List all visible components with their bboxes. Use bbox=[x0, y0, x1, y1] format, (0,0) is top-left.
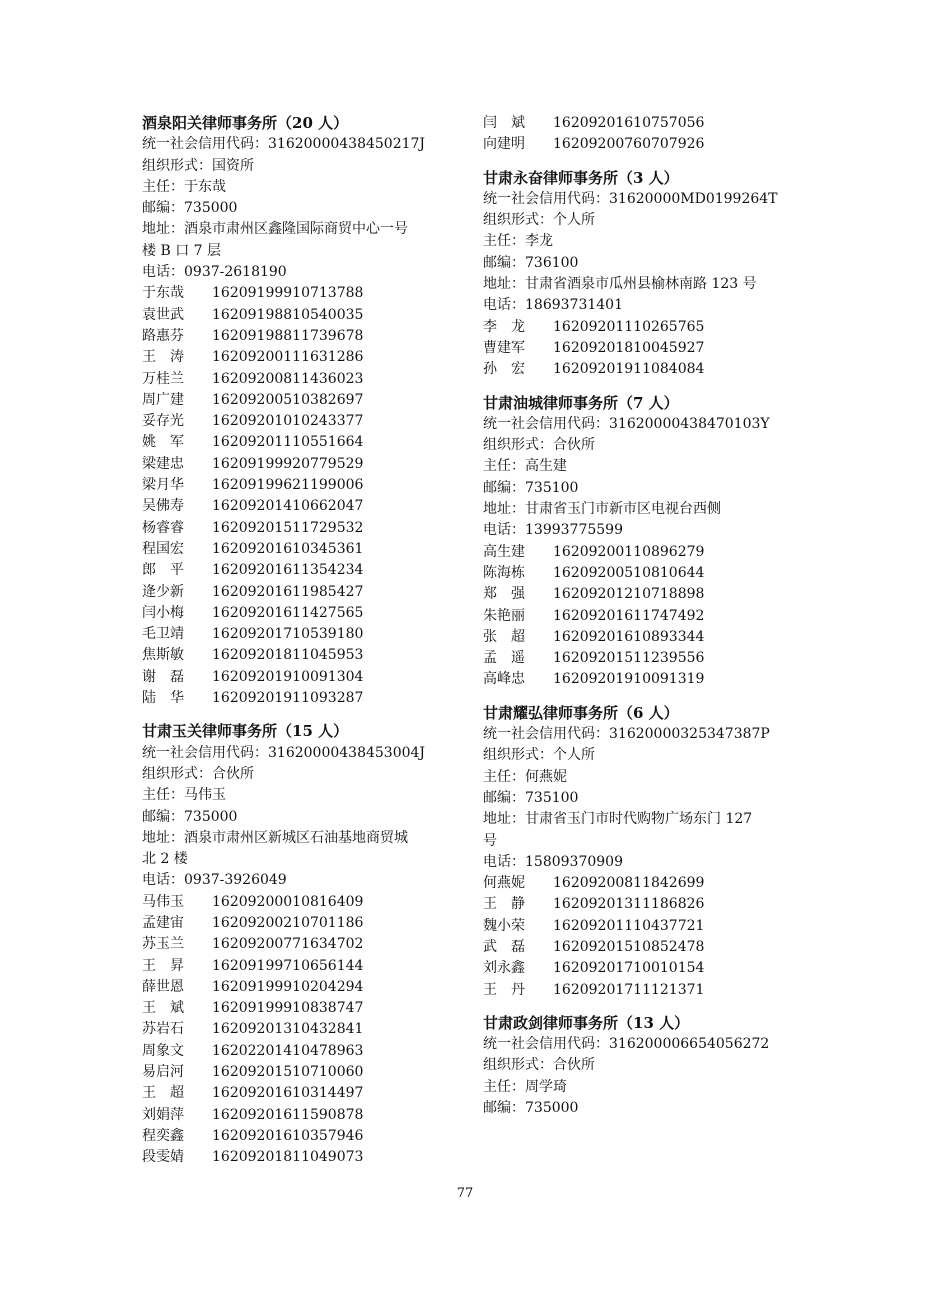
credit-code: 统一社会信用代码：31620000325347387P bbox=[483, 726, 770, 743]
member-row bbox=[142, 667, 472, 688]
member-license-number: 16209201910091319 bbox=[553, 671, 705, 688]
member-license-number: 16209201510852478 bbox=[553, 938, 705, 955]
member-license-number: 16209201810045927 bbox=[553, 339, 705, 356]
director: 主任：何燕妮 bbox=[483, 768, 567, 785]
member-name: 武 磊 bbox=[483, 938, 525, 955]
member-license-number: 16209198811739678 bbox=[212, 327, 364, 344]
address-line: 地址：甘肃省玉门市新市区电视台西侧 bbox=[483, 501, 721, 518]
member-row bbox=[142, 475, 472, 496]
director: 主任：高生建 bbox=[483, 458, 567, 475]
member-row bbox=[483, 606, 813, 627]
member-row bbox=[142, 1041, 472, 1062]
phone: 电话：0937-2618190 bbox=[142, 264, 287, 281]
member-name: 程国宏 bbox=[142, 540, 184, 557]
member-license-number: 16209200760707926 bbox=[553, 136, 705, 153]
member-license-number: 16209201611747492 bbox=[553, 607, 705, 624]
member-row bbox=[142, 347, 472, 368]
member-name: 于东哉 bbox=[142, 285, 184, 302]
member-license-number: 16209201110265765 bbox=[553, 318, 705, 335]
member-name: 路惠芬 bbox=[142, 327, 184, 344]
firm-block bbox=[483, 168, 813, 381]
member-name: 段雯婧 bbox=[142, 1149, 184, 1166]
member-license-number: 16209201911084084 bbox=[553, 361, 705, 378]
member-row bbox=[142, 603, 472, 624]
postcode: 邮编：735100 bbox=[483, 789, 579, 806]
member-license-number: 16209201711121371 bbox=[553, 981, 705, 998]
member-license-number: 16209201311186826 bbox=[553, 896, 705, 913]
member-name: 高峰忠 bbox=[483, 671, 525, 688]
section-gap bbox=[483, 691, 813, 703]
member-name: 郎 平 bbox=[142, 562, 184, 579]
member-row bbox=[142, 1147, 472, 1168]
left-column bbox=[142, 113, 472, 1169]
address-line: 地址：甘肃省玉门市时代购物广场东门 127 bbox=[483, 811, 753, 828]
firm-title: 酒泉阳关律师事务所（20 人） bbox=[142, 114, 349, 132]
member-name: 王 涛 bbox=[142, 349, 184, 366]
section-gap bbox=[483, 381, 813, 393]
member-row bbox=[483, 916, 813, 937]
credit-code: 统一社会信用代码：31620000438470103Y bbox=[483, 415, 770, 432]
right-column bbox=[483, 113, 813, 1119]
member-row bbox=[142, 913, 472, 934]
member-name: 孟建宙 bbox=[142, 914, 184, 931]
member-name: 何燕妮 bbox=[483, 875, 525, 892]
member-license-number: 16209201610314497 bbox=[212, 1085, 364, 1102]
member-name: 万桂兰 bbox=[142, 370, 184, 387]
member-license-number: 16209200510810644 bbox=[553, 564, 705, 581]
member-row bbox=[142, 539, 472, 560]
member-name: 苏岩石 bbox=[142, 1021, 184, 1038]
member-row bbox=[142, 560, 472, 581]
member-license-number: 16209201611354234 bbox=[212, 562, 364, 579]
member-license-number: 16209199910713788 bbox=[212, 285, 364, 302]
member-name: 王 超 bbox=[142, 1085, 184, 1102]
member-license-number: 16209201611590878 bbox=[212, 1106, 364, 1123]
member-license-number: 16209201911093287 bbox=[212, 690, 364, 707]
member-row bbox=[142, 283, 472, 304]
member-license-number: 16209201710539180 bbox=[212, 626, 364, 643]
member-name: 李 龙 bbox=[483, 318, 525, 335]
postcode: 邮编：736100 bbox=[483, 254, 579, 271]
member-name: 易启河 bbox=[142, 1064, 184, 1081]
member-name: 谢 磊 bbox=[142, 668, 184, 685]
address-line: 楼 B 口 7 层 bbox=[142, 242, 221, 259]
member-license-number: 16209201611985427 bbox=[212, 583, 364, 600]
credit-code: 统一社会信用代码：316200006654056272 bbox=[483, 1036, 770, 1053]
postcode: 邮编：735100 bbox=[483, 479, 579, 496]
member-name: 孙 宏 bbox=[483, 361, 525, 378]
member-name: 梁月华 bbox=[142, 477, 184, 494]
member-license-number: 16209201811049073 bbox=[212, 1149, 364, 1166]
section-gap bbox=[142, 709, 472, 721]
firm-title: 甘肃永奋律师事务所（3 人） bbox=[483, 168, 679, 187]
member-row bbox=[483, 584, 813, 605]
member-license-number: 16209199710656144 bbox=[212, 957, 364, 974]
member-row bbox=[483, 627, 813, 648]
member-name: 闫小梅 bbox=[142, 604, 184, 621]
member-row bbox=[483, 980, 813, 1001]
org-form: 组织形式：合伙所 bbox=[483, 1057, 595, 1074]
member-license-number: 16209199920779529 bbox=[212, 455, 364, 472]
member-row bbox=[142, 1126, 472, 1147]
member-license-number: 16209201610357946 bbox=[212, 1127, 364, 1144]
member-row bbox=[483, 113, 813, 134]
member-license-number: 16209200110896279 bbox=[553, 543, 705, 560]
org-form: 组织形式：国资所 bbox=[142, 157, 254, 174]
member-name: 魏小荣 bbox=[483, 917, 525, 934]
member-row bbox=[142, 454, 472, 475]
member-row bbox=[142, 977, 472, 998]
member-license-number: 16209200771634702 bbox=[212, 936, 364, 953]
member-name: 毛卫靖 bbox=[142, 626, 184, 643]
section-gap bbox=[483, 156, 813, 168]
member-license-number: 16209201510710060 bbox=[212, 1064, 364, 1081]
member-license-number: 16209201511729532 bbox=[212, 519, 364, 536]
member-name: 高生建 bbox=[483, 543, 525, 560]
member-row bbox=[142, 432, 472, 453]
member-row bbox=[142, 582, 472, 603]
postcode: 邮编：735000 bbox=[142, 200, 238, 217]
member-name: 苏玉兰 bbox=[142, 936, 184, 953]
member-license-number: 16209201511239556 bbox=[553, 650, 705, 667]
member-name: 向建明 bbox=[483, 136, 525, 153]
member-license-number: 16209201611427565 bbox=[212, 604, 364, 621]
member-name: 张 超 bbox=[483, 628, 525, 645]
member-license-number: 16209200111631286 bbox=[212, 349, 364, 366]
firm-block bbox=[142, 721, 472, 1168]
phone: 电话：15809370909 bbox=[483, 853, 623, 870]
member-name: 周象文 bbox=[142, 1042, 184, 1059]
member-row bbox=[483, 669, 813, 690]
credit-code: 统一社会信用代码：31620000438453004J bbox=[142, 744, 426, 761]
member-name: 吴佛寿 bbox=[142, 498, 184, 515]
member-name: 姚 军 bbox=[142, 434, 184, 451]
page-number: 77 bbox=[456, 1186, 474, 1201]
member-license-number: 16209201710010154 bbox=[553, 960, 705, 977]
member-name: 梁建忠 bbox=[142, 455, 184, 472]
member-row bbox=[483, 542, 813, 563]
org-form: 组织形式：个人所 bbox=[483, 747, 595, 764]
member-row bbox=[142, 326, 472, 347]
member-row bbox=[483, 937, 813, 958]
firm-block bbox=[483, 703, 813, 1001]
member-row bbox=[142, 369, 472, 390]
firm-block bbox=[483, 113, 813, 156]
firm-title: 甘肃政剑律师事务所（13 人） bbox=[483, 1013, 690, 1032]
address-line: 地址：甘肃省酒泉市瓜州县榆林南路 123 号 bbox=[483, 276, 757, 293]
firm-block bbox=[483, 393, 813, 691]
firm-block bbox=[142, 113, 472, 709]
member-row bbox=[142, 1083, 472, 1104]
member-license-number: 16202201410478963 bbox=[212, 1042, 364, 1059]
phone: 电话：13993775599 bbox=[483, 522, 623, 539]
member-row bbox=[483, 563, 813, 584]
member-name: 王 斌 bbox=[142, 1000, 184, 1017]
member-name: 陆 华 bbox=[142, 690, 184, 707]
member-license-number: 16209198810540035 bbox=[212, 306, 364, 323]
org-form: 组织形式：个人所 bbox=[483, 212, 595, 229]
member-name: 马伟玉 bbox=[142, 893, 184, 910]
member-name: 郑 强 bbox=[483, 586, 525, 603]
member-row bbox=[142, 688, 472, 709]
member-license-number: 16209200811436023 bbox=[212, 370, 364, 387]
phone: 电话：18693731401 bbox=[483, 297, 623, 314]
member-row bbox=[142, 1019, 472, 1040]
member-license-number: 16209199910204294 bbox=[212, 978, 364, 995]
org-form: 组织形式：合伙所 bbox=[483, 437, 595, 454]
member-name: 朱艳丽 bbox=[483, 607, 525, 624]
member-license-number: 16209201610757056 bbox=[553, 115, 705, 131]
member-row bbox=[142, 411, 472, 432]
member-row bbox=[142, 956, 472, 977]
member-row bbox=[142, 496, 472, 517]
member-row bbox=[142, 1062, 472, 1083]
member-license-number: 16209201110551664 bbox=[212, 434, 364, 451]
member-row bbox=[483, 134, 813, 155]
member-name: 陈海栋 bbox=[483, 564, 525, 581]
firm-block bbox=[483, 1013, 813, 1119]
member-name: 孟 遥 bbox=[483, 650, 525, 667]
firm-title: 甘肃耀弘律师事务所（6 人） bbox=[483, 703, 679, 722]
member-row bbox=[483, 338, 813, 359]
member-license-number: 16209200811842699 bbox=[553, 875, 705, 892]
member-name: 逄少新 bbox=[142, 583, 184, 600]
member-row bbox=[142, 518, 472, 539]
member-name: 妥存光 bbox=[142, 413, 184, 430]
member-row bbox=[483, 894, 813, 915]
member-row bbox=[142, 934, 472, 955]
member-license-number: 16209199621199006 bbox=[212, 477, 364, 494]
member-row bbox=[142, 645, 472, 666]
section-gap bbox=[483, 1001, 813, 1013]
member-row bbox=[142, 390, 472, 411]
address-line: 号 bbox=[483, 832, 497, 849]
member-name: 刘永鑫 bbox=[483, 960, 525, 977]
member-license-number: 16209200210701186 bbox=[212, 914, 364, 931]
member-license-number: 16209200510382697 bbox=[212, 391, 364, 408]
member-name: 刘娟萍 bbox=[142, 1106, 184, 1123]
member-license-number: 16209201310432841 bbox=[212, 1021, 364, 1038]
member-license-number: 16209201610893344 bbox=[553, 628, 705, 645]
phone: 电话：0937-3926049 bbox=[142, 872, 287, 889]
director: 主任：周学琦 bbox=[483, 1078, 567, 1095]
member-name: 王 昇 bbox=[142, 957, 184, 974]
credit-code: 统一社会信用代码：31620000MD0199264T bbox=[483, 190, 778, 207]
postcode: 邮编：735000 bbox=[142, 808, 238, 825]
member-name: 程奕鑫 bbox=[142, 1127, 184, 1144]
member-name: 王 静 bbox=[483, 896, 525, 913]
member-row bbox=[483, 873, 813, 894]
member-row bbox=[142, 892, 472, 913]
member-license-number: 16209201811045953 bbox=[212, 647, 364, 664]
member-row bbox=[483, 958, 813, 979]
member-row bbox=[483, 648, 813, 669]
member-name: 曹建军 bbox=[483, 339, 525, 356]
address-line: 地址：酒泉市肃州区新城区石油基地商贸城 bbox=[142, 829, 408, 846]
address-line: 地址：酒泉市肃州区鑫隆国际商贸中心一号 bbox=[142, 221, 408, 238]
member-license-number: 16209201110437721 bbox=[553, 917, 705, 934]
member-license-number: 16209201910091304 bbox=[212, 668, 364, 685]
postcode: 邮编：735000 bbox=[483, 1100, 579, 1117]
member-row bbox=[142, 305, 472, 326]
member-license-number: 16209201410662047 bbox=[212, 498, 364, 515]
firm-title: 甘肃玉关律师事务所（15 人） bbox=[142, 722, 349, 741]
member-name: 袁世武 bbox=[142, 306, 184, 323]
director: 主任：于东哉 bbox=[142, 178, 226, 195]
member-row bbox=[142, 624, 472, 645]
member-license-number: 16209199910838747 bbox=[212, 1000, 364, 1017]
member-license-number: 16209200010816409 bbox=[212, 893, 364, 910]
firm-title: 甘肃油城律师事务所（7 人） bbox=[483, 393, 679, 412]
member-row bbox=[142, 998, 472, 1019]
member-license-number: 16209201610345361 bbox=[212, 540, 364, 557]
member-row bbox=[142, 1105, 472, 1126]
member-name: 杨睿睿 bbox=[142, 519, 184, 536]
member-license-number: 16209201210718898 bbox=[553, 586, 705, 603]
member-name: 王 丹 bbox=[483, 981, 525, 998]
member-row bbox=[483, 359, 813, 380]
address-line: 北 2 楼 bbox=[142, 851, 188, 868]
director: 主任：李龙 bbox=[483, 233, 553, 250]
member-name: 周广建 bbox=[142, 391, 184, 408]
member-name: 焦斯敏 bbox=[142, 647, 184, 664]
director: 主任：马伟玉 bbox=[142, 787, 226, 804]
member-name: 薛世恩 bbox=[142, 978, 184, 995]
org-form: 组织形式：合伙所 bbox=[142, 765, 254, 782]
credit-code: 统一社会信用代码：31620000438450217J bbox=[142, 136, 426, 153]
member-license-number: 16209201010243377 bbox=[212, 413, 364, 430]
member-row bbox=[483, 317, 813, 338]
member-name: 闫 斌 bbox=[483, 115, 525, 131]
